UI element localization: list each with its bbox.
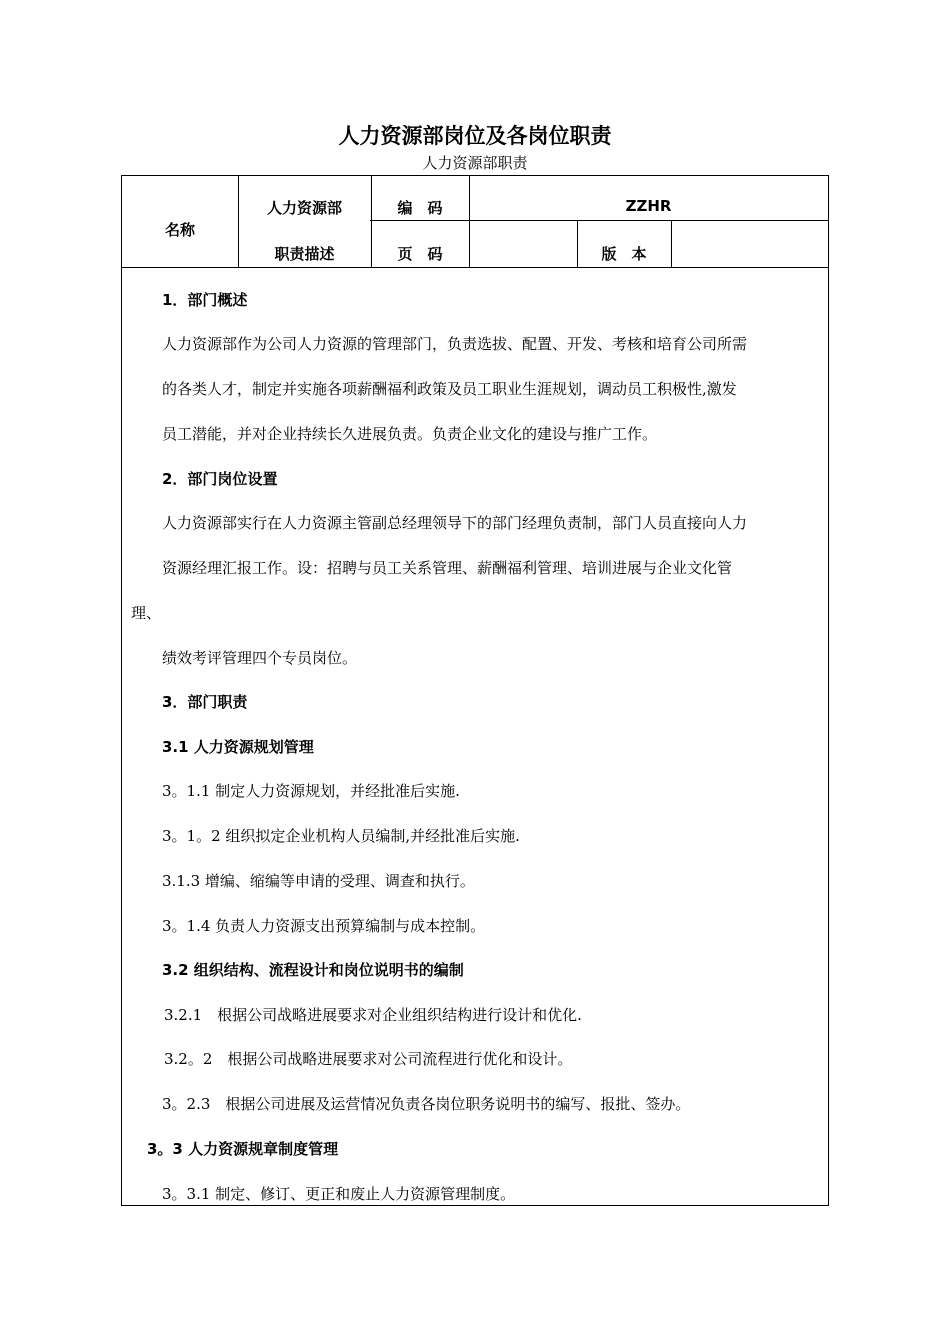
description-label: 职责描述	[274, 245, 335, 263]
list-item: 3.2.1 根据公司战略进展要求对企业组织结构进行设计和优化.	[164, 1006, 582, 1024]
name-label: 名称	[164, 221, 195, 239]
code-label: 编 码	[397, 199, 443, 217]
paragraph-line: 人力资源部作为公司人力资源的管理部门，负责选拔、配置、开发、考核和培育公司所需	[162, 335, 748, 353]
section-heading: 1．部门概述	[162, 291, 248, 309]
responsibility-table	[121, 175, 829, 1206]
document-subtitle: 人力资源部职责	[422, 154, 528, 172]
paragraph-line: 员工潜能，并对企业持续长久进展负责。负责企业文化的建设与推广工作。	[162, 425, 658, 443]
list-item: 3。2.3 根据公司进展及运营情况负责各岗位职务说明书的编写、报批、签办。	[162, 1095, 691, 1113]
section-heading: 3．部门职责	[162, 693, 248, 711]
list-item: 3。1。2 组织拟定企业机构人员编制,并经批准后实施.	[162, 827, 520, 845]
header-row-divider	[370, 220, 828, 221]
paragraph-line: 理、	[131, 604, 162, 622]
subsection-heading: 3.2 组织结构、流程设计和岗位说明书的编制	[162, 961, 464, 979]
paragraph-line: 资源经理汇报工作。设：招聘与员工关系管理、薪酬福利管理、培训进展与企业文化管	[162, 559, 733, 577]
list-item: 3.2。2 根据公司战略进展要求对公司流程进行优化和设计。	[164, 1050, 573, 1068]
list-item: 3。3.1 制定、修订、更正和废止人力资源管理制度。	[162, 1185, 516, 1203]
page-label: 页 码	[397, 245, 443, 263]
paragraph-line: 的各类人才，制定并实施各项薪酬福利政策及员工职业生涯规划，调动员工积极性,激发	[162, 380, 737, 398]
list-item: 3.1.3 增编、缩编等申请的受理、调查和执行。	[162, 872, 475, 890]
document-title: 人力资源部岗位及各岗位职责	[338, 124, 612, 148]
paragraph-line: 绩效考评管理四个专员岗位。	[162, 649, 358, 667]
header-col-divider-3	[469, 176, 470, 268]
version-label: 版 本	[601, 245, 647, 263]
header-bottom-border	[122, 267, 828, 268]
list-item: 3。1.4 负责人力资源支出预算编制与成本控制。	[162, 917, 486, 935]
department-name: 人力资源部	[266, 199, 342, 217]
subsection-heading: 3。3 人力资源规章制度管理	[147, 1140, 339, 1158]
header-col-divider-5	[671, 221, 672, 268]
paragraph-line: 人力资源部实行在人力资源主管副总经理领导下的部门经理负责制，部门人员直接向人力	[162, 514, 748, 532]
subsection-heading: 3.1 人力资源规划管理	[162, 738, 314, 756]
list-item: 3。1.1 制定人力资源规划，并经批准后实施.	[162, 782, 460, 800]
section-heading: 2．部门岗位设置	[162, 470, 278, 488]
code-value: ZZHR	[625, 197, 672, 215]
